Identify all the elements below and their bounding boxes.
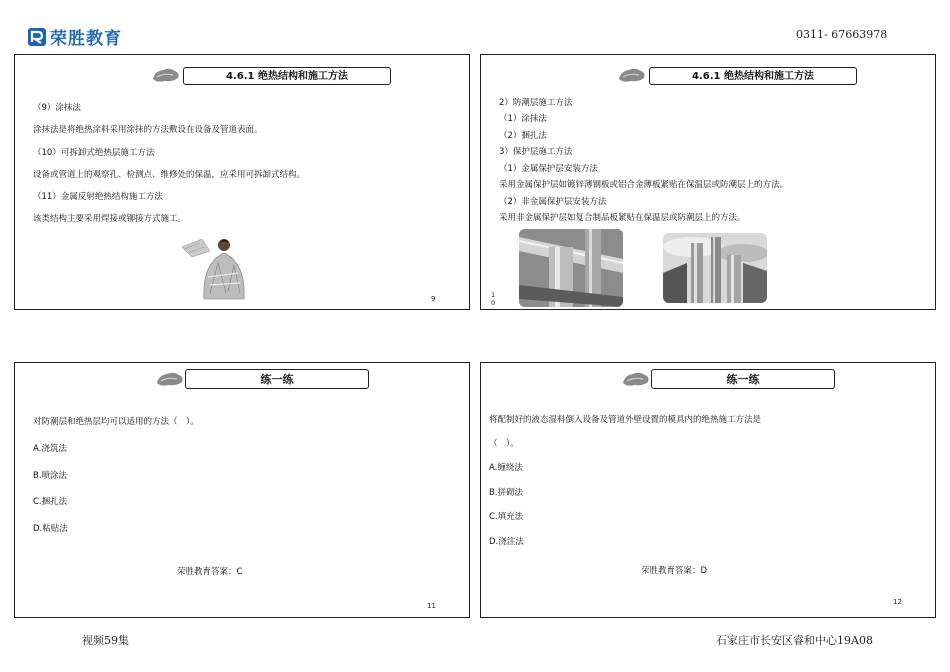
slide-9 — [14, 54, 470, 310]
text-line: （2）非金属保护层安装方法 — [499, 197, 607, 207]
brand-logo — [27, 24, 122, 49]
option-c: C.捆扎法 — [33, 497, 68, 507]
text-line: 设备或管道上的观察孔、检测点、维修处的保温，应采用可拆卸式结构。 — [33, 170, 306, 180]
slide-title: 练一练 — [185, 369, 369, 389]
footer-video-count: 视频59集 — [82, 634, 129, 647]
emblem-icon — [155, 369, 185, 389]
reflective-blanket-photo — [180, 233, 260, 301]
text-line: （10）可拆卸式绝热层施工方法 — [33, 148, 155, 158]
page-digit: 1 — [491, 291, 496, 299]
slide-title: 4.6.1 绝热结构和施工方法 — [183, 67, 391, 85]
slide-11 — [14, 362, 470, 618]
steel-stacks-photo — [663, 233, 767, 303]
option-d: D.粘贴法 — [33, 524, 68, 534]
question-text: 将配制好的液态湿料倒入设备及管道外壁设置的模具内的绝热施工方法是 — [489, 415, 762, 425]
text-line: 2）防潮层施工方法 — [499, 98, 573, 108]
text-line: （1）金属保护层安装方法 — [499, 164, 598, 174]
option-b: B.喷涂法 — [33, 471, 68, 481]
text-line: 该类结构主要采用焊接或铆接方式施工。 — [33, 214, 187, 224]
question-text: 对防潮层和绝热层均可以适用的方法（ ）。 — [33, 417, 199, 427]
option-a: A.浇筑法 — [33, 444, 67, 454]
option-d: D.浇注法 — [489, 537, 524, 547]
question-text-cont: （ ）。 — [489, 439, 519, 449]
answer-text: 荣胜教育答案：C — [177, 567, 243, 577]
metal-jacketed-pipes-photo — [519, 229, 623, 307]
text-line: （2）捆扎法 — [499, 131, 547, 141]
emblem-icon — [151, 65, 181, 85]
page-number: 12 — [893, 598, 902, 606]
slide-12 — [480, 362, 936, 618]
logo-text: 荣胜教育 — [50, 29, 122, 49]
footer-address: 石家庄市长安区睿和中心19A08 — [716, 634, 873, 647]
page-digit: 0 — [491, 299, 496, 307]
emblem-icon — [621, 369, 651, 389]
text-line: （1）涂抹法 — [499, 114, 547, 124]
page-number: 11 — [427, 602, 436, 610]
page-number: 9 — [431, 295, 436, 303]
option-b: B.拼砌法 — [489, 488, 524, 498]
phone-number: 0311- 67663978 — [796, 28, 888, 41]
slide-10 — [480, 54, 936, 310]
page-number — [491, 291, 497, 307]
answer-text: 荣胜教育答案：D — [641, 566, 708, 576]
text-line: 涂抹法是将绝热涂料采用涂抹的方法敷设在设备及管道表面。 — [33, 125, 263, 135]
slide-title: 4.6.1 绝热结构和施工方法 — [649, 67, 857, 85]
text-line: （11）金属反射绝热结构施工方法 — [33, 192, 163, 202]
emblem-icon — [617, 65, 647, 85]
text-line: 采用金属保护层如镀锌薄钢板或铝合金薄板紧贴在保温层或防潮层上的方法。 — [499, 180, 789, 190]
logo-mark-icon — [27, 27, 47, 47]
option-c: C.填充法 — [489, 512, 524, 522]
text-line: （9）涂抹法 — [33, 103, 81, 113]
text-line: 采用非金属保护层如复合制品板紧贴在保温层或防潮层上的方法。 — [499, 213, 746, 223]
text-line: 3）保护层施工方法 — [499, 147, 573, 157]
option-a: A.缠绕法 — [489, 463, 523, 473]
slide-title: 练一练 — [651, 369, 835, 389]
